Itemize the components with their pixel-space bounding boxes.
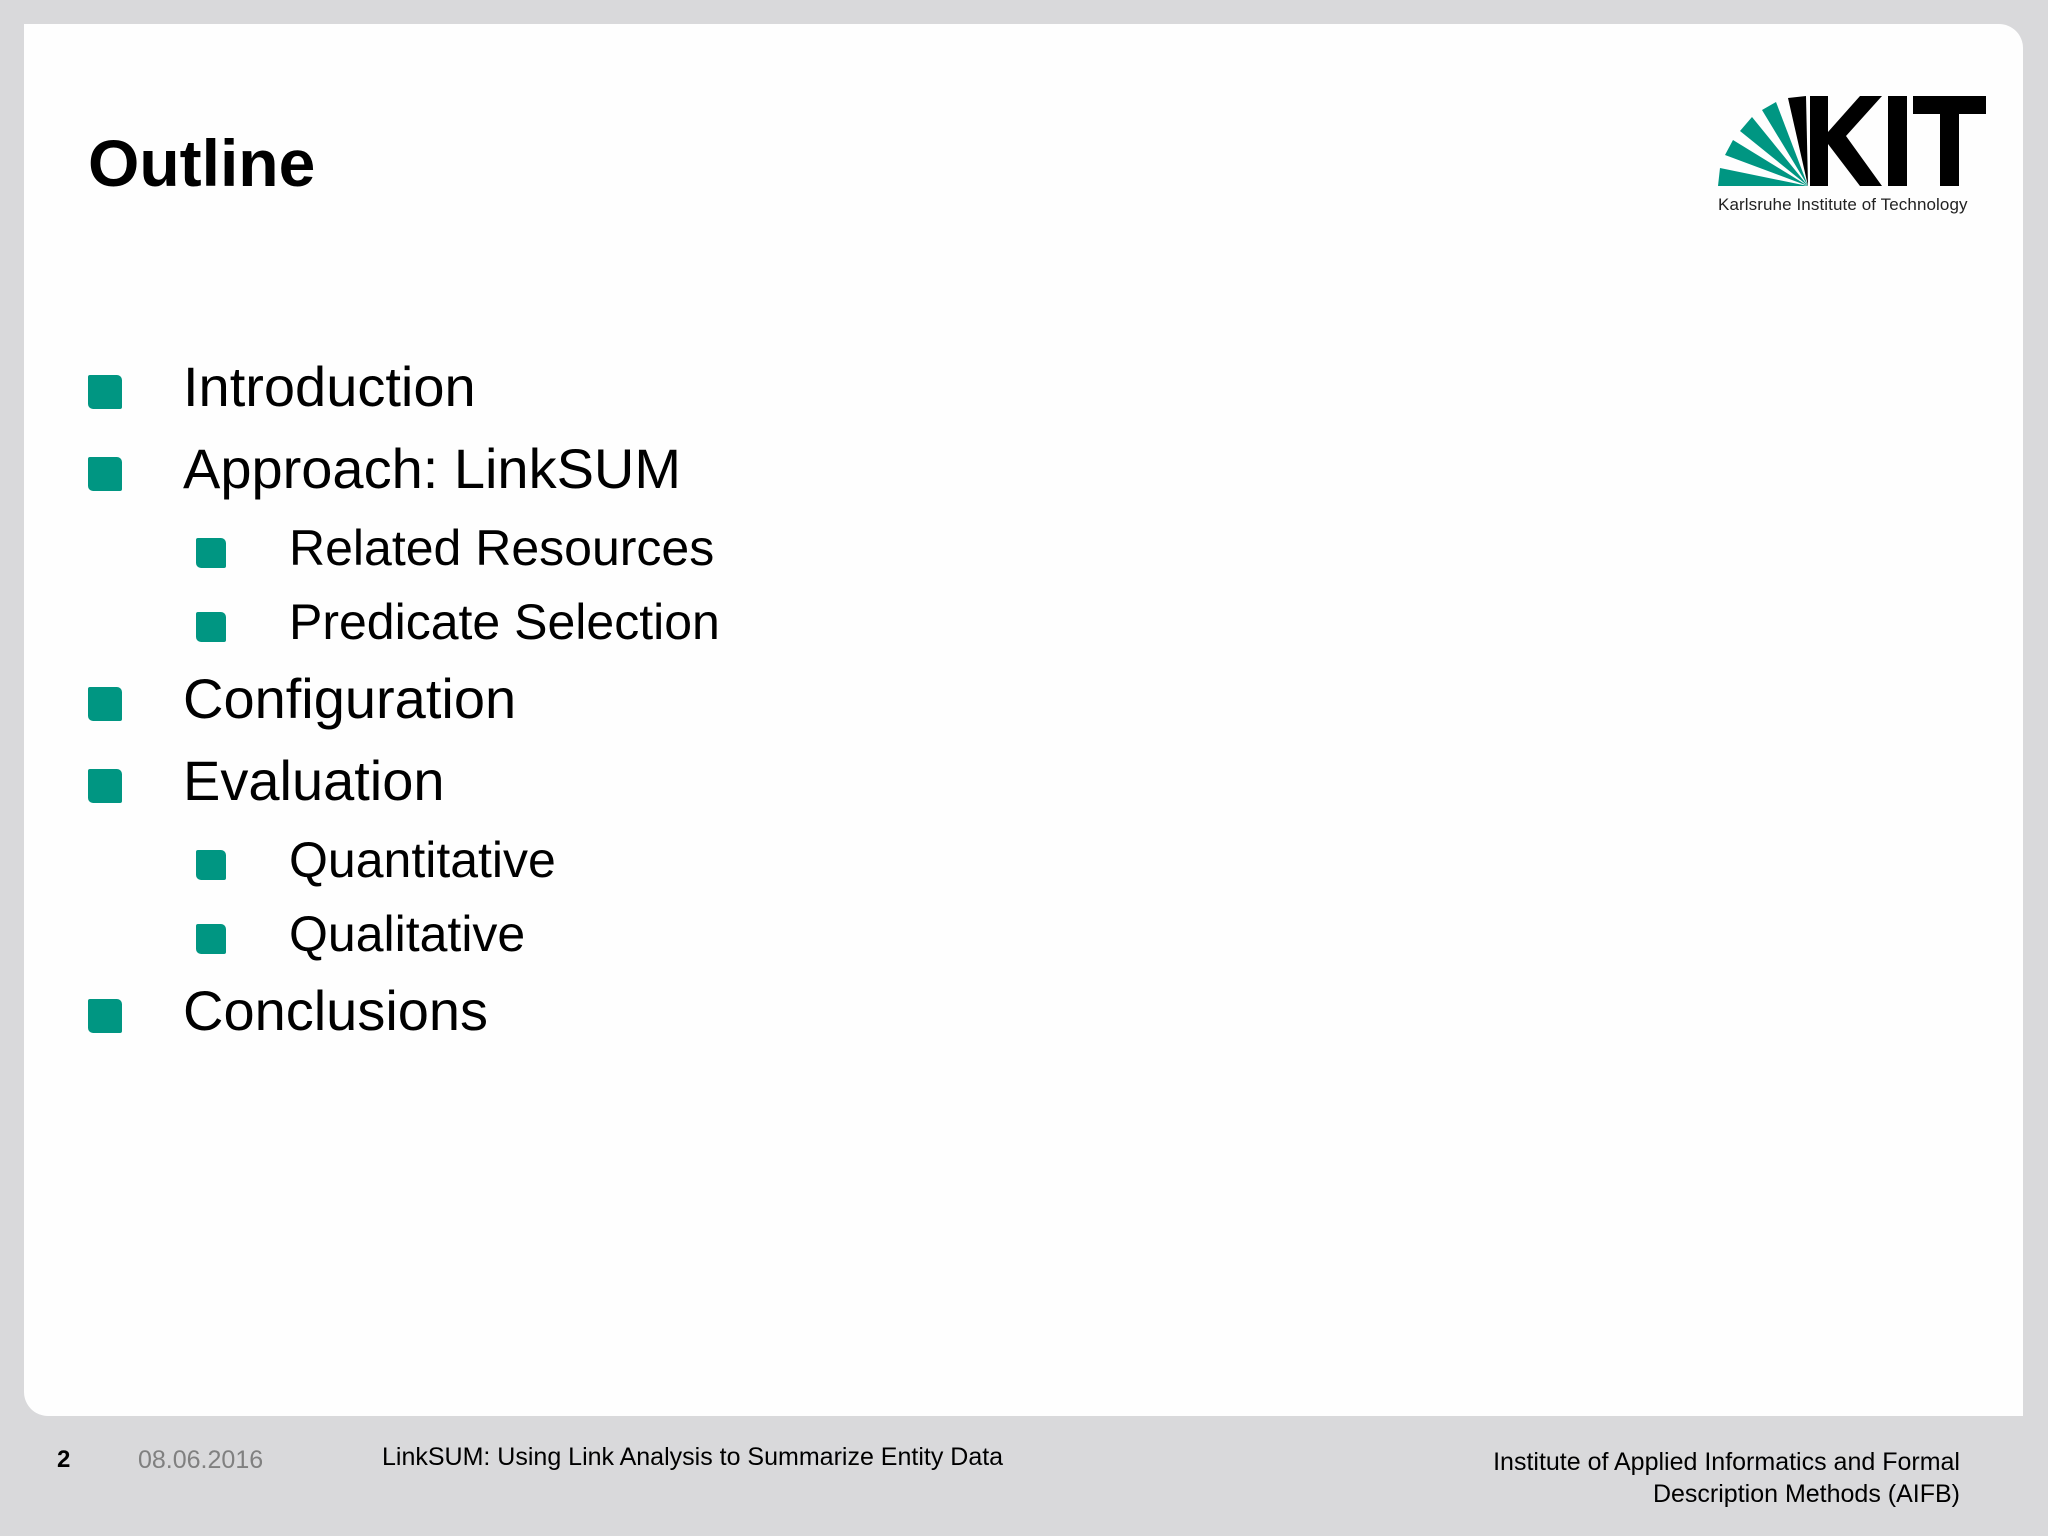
square-bullet-icon bbox=[196, 538, 226, 568]
slide-canvas bbox=[24, 24, 2023, 1416]
slide-footer bbox=[0, 1416, 2048, 1536]
kit-logo-subtitle: Karlsruhe Institute of Technology bbox=[1718, 195, 1968, 214]
outline-list bbox=[24, 24, 2023, 1416]
square-bullet-icon bbox=[88, 687, 122, 721]
outline-item-label: Qualitative bbox=[289, 906, 526, 962]
outline-item-label: Evaluation bbox=[183, 749, 445, 812]
square-bullet-icon bbox=[196, 924, 226, 954]
footer-institute-line1: Institute of Applied Informatics and Formal bbox=[1493, 1448, 1960, 1476]
outline-item-label: Related Resources bbox=[289, 520, 715, 576]
footer-institute bbox=[1493, 1446, 1960, 1510]
outline-item-label: Configuration bbox=[183, 667, 517, 730]
outline-item-label: Introduction bbox=[183, 355, 476, 418]
outline-item-label: Approach: LinkSUM bbox=[183, 437, 682, 500]
square-bullet-icon bbox=[196, 612, 226, 642]
square-bullet-icon bbox=[196, 850, 226, 880]
outline-item-label: Conclusions bbox=[183, 979, 489, 1042]
footer-presentation-title: LinkSUM: Using Link Analysis to Summarize Entity Data bbox=[382, 1443, 1004, 1471]
footer-institute-line2: Description Methods (AIFB) bbox=[1652, 1480, 1960, 1508]
square-bullet-icon bbox=[88, 999, 122, 1033]
page-number: 2 bbox=[57, 1446, 71, 1473]
square-bullet-icon bbox=[88, 769, 122, 803]
square-bullet-icon bbox=[88, 375, 122, 409]
footer-date: 08.06.2016 bbox=[138, 1446, 264, 1474]
slide-title: Outline bbox=[88, 126, 316, 200]
square-bullet-icon bbox=[88, 457, 122, 491]
outline-item-label: Predicate Selection bbox=[289, 594, 720, 650]
outline-item-label: Quantitative bbox=[289, 832, 556, 888]
